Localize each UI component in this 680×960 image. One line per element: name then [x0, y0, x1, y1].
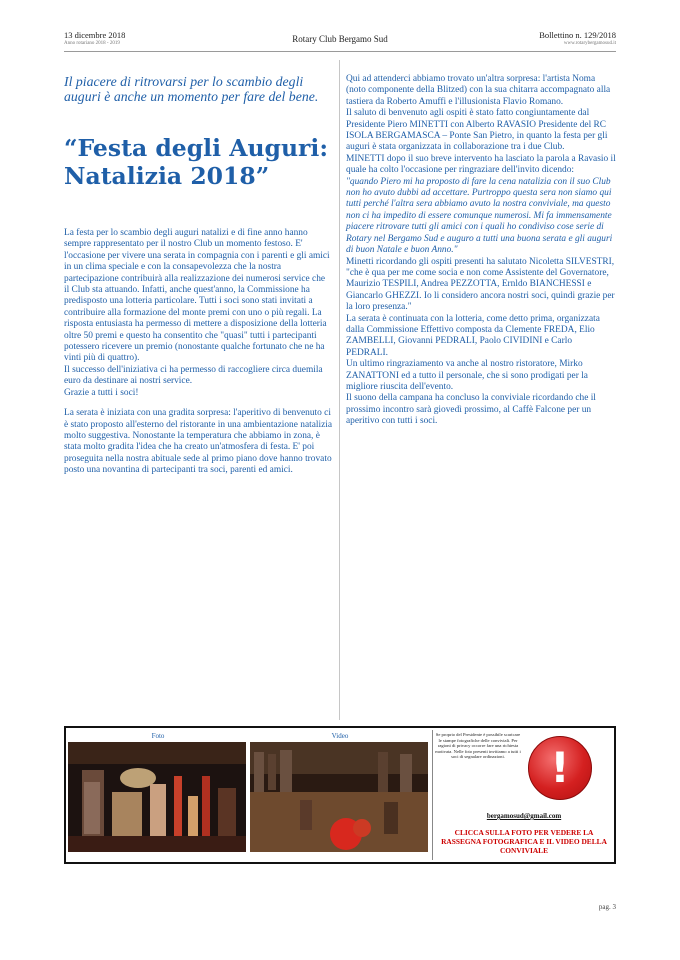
column-divider [339, 60, 340, 720]
event-photo-thumbnail[interactable] [68, 742, 246, 852]
info-panel [432, 730, 614, 860]
header-address-link[interactable]: www.rotarybergamosud.it [563, 41, 616, 46]
privacy-notice: Se proprio del Presidente è possibile scaricare le stampe fotografiche delle conviviali. Per ragioni di privacy occorre fare una richiesta motivata. Nelle foto presenti invitiamo a tutti i soci di segnalare ordinazioni. [435, 732, 521, 760]
intro-text: Il piacere di ritrovarsi per lo scambio degli auguri è anche un momento per fare del bene. [64, 74, 319, 104]
contact-email-link[interactable]: bergamosud@gmail.com [486, 812, 562, 820]
header-issue: Bollettino n. 129/2018 [539, 30, 616, 40]
body-paragraph: Il suono della campana ha concluso la conviviale ricordando che il prossimo incontro sarà giovedì prossimo, al Caffè Falcone per un aperitivo con tutti i soci. [346, 393, 596, 427]
body-paragraph: MINETTI dopo il suo breve intervento ha lasciato la parola a Ravasio il quale ha colto l'occasione per ringraziare dell'invito dicendo: [346, 153, 616, 176]
article-title: “Festa degli Auguri: Natalizia 2018” [64, 134, 329, 190]
body-paragraph: Qui ad attenderci abbiamo trovato un'altra sorpresa: l'artista Noma (noto componente della Blitzed) con la sua chitarra accompagnato alla tastiera da Roberto Amuffi e l'illusionista Flavio Romano. [346, 74, 611, 107]
video-panel[interactable] [250, 730, 430, 860]
alert-icon [528, 736, 592, 800]
gallery-cta-link[interactable]: CLICCA SULLA FOTO PER VEDERE LA RASSEGNA FOTOGRAFICA E IL VIDEO DELLA CONVIVIALE [441, 828, 607, 856]
right-column [346, 74, 616, 428]
body-paragraph: Il successo dell'iniziativa ci ha permesso di raccogliere circa duemila euro da destinare ai nostri service. [64, 364, 323, 387]
header-issue-block [539, 30, 616, 47]
left-column [64, 74, 332, 477]
page-number: pag. 3 [598, 903, 616, 911]
header-year-note: Anno rotariano 2018 - 2019 [64, 41, 120, 46]
video-label: Video [331, 732, 349, 740]
page-header [64, 30, 616, 52]
body-paragraph: Grazie a tutti i soci! [64, 387, 139, 398]
media-strip [64, 726, 616, 864]
body-paragraph: La festa per lo scambio degli auguri natalizi e di fine anno hanno sempre rappresentato per il nostro Club un momento festoso. E' l'occasione per vivere una serata in compagnia con i parenti e gli amici in un clima speciale e con la consapevolezza che la nostra partecipazione contribuirà alla realizzazione dei numerosi service che il Club sta attuando. Infatti, anche quest'anno, la Commissione ha predisposto una lotteria particolare. Tutti i soci sono stati invitati a contribuire alla formazione del monte premi con uno o più regali. La risposta entusiasta ha permesso di mettere a disposizione della lotteria oltre 50 premi e questo ha consentito che "quasi" tutti i partecipanti potessero ricevere un premio (nonostante qualche fortunato che ne ha vinti più di quattro). [64, 228, 330, 364]
photo-label: Foto [151, 732, 165, 740]
event-video-thumbnail[interactable] [250, 742, 428, 852]
body-paragraph: Minetti ricordando gli ospiti presenti ha salutato Nicoletta SILVESTRI, "che è qua per me come socia e non come Assistente del Governatore, Maurizio TESPILI, Andrea PEZZOTTA, Ernldo BIANCHESSI e Giancarlo GHEZZI. Io li considero ancora nostri soci, quindi grazie per la loro presenza." [346, 256, 615, 313]
body-paragraph: Un ultimo ringraziamento va anche al nostro ristoratore, Mirko ZANATTONI ed a tutto il personale, che si sono prodigati per la migliore riuscita dell'evento. [346, 359, 588, 392]
body-paragraph: La serata è iniziata con una gradita sorpresa: l'aperitivo di benvenuto ci è stato proposto all'esterno del ristorante in una ambientazione natalizia molto suggestiva. Nonostante la temperatura che abbiamo in zona, è stata molto gradita l'idea che ha creato un'atmosfera di festa. E' poi proseguita nella nostra abituale sede al primo piano dove hanno trovato posto una novantina di partecipanti tra soci, parenti ed amici. [64, 408, 333, 476]
header-club-name: Rotary Club Bergamo Sud [292, 34, 388, 44]
quote-paragraph: "quando Piero mi ha proposto di fare la cena natalizia con il suo Club non ho avuto dubbi ad accettare. Purtroppo questa sera non siamo qui tutti perché l'altra sera abbiamo avuto la nostra conviviale, ma questo non ci ha impedito di essere comunque numerosi. Mi fa immensamente piacere ritrovare tutti gli amici con i quali ho condiviso cose serie di Rotary nel Bergamo Sud e auguro a tutti una buona serata e gli auguri di buon Natale e buon Anno." [346, 176, 613, 256]
body-paragraph: Il saluto di benvenuto agli ospiti è stato fatto congiuntamente dal Presidente Piero MINETTI con Alberto RAVASIO Presidente del RC ISOLA BERGAMASCA – Ponte San Pietro, in quanto la festa per gli auguri è stata organizzata in collaborazione tra i due Club. [346, 108, 608, 153]
exclamation-icon: ! [550, 743, 570, 792]
body-paragraph: La serata è continuata con la lotteria, come detto prima, organizzata dalla Commissione Effettivo composta da Clemente FREDA, Elio ZAMBELLI, Giovanni PEDRALI, Paolo CIVIDINI e Carlo PEDRALI. [346, 313, 600, 358]
photo-panel[interactable] [68, 730, 248, 860]
header-date: 13 dicembre 2018 [64, 30, 126, 40]
